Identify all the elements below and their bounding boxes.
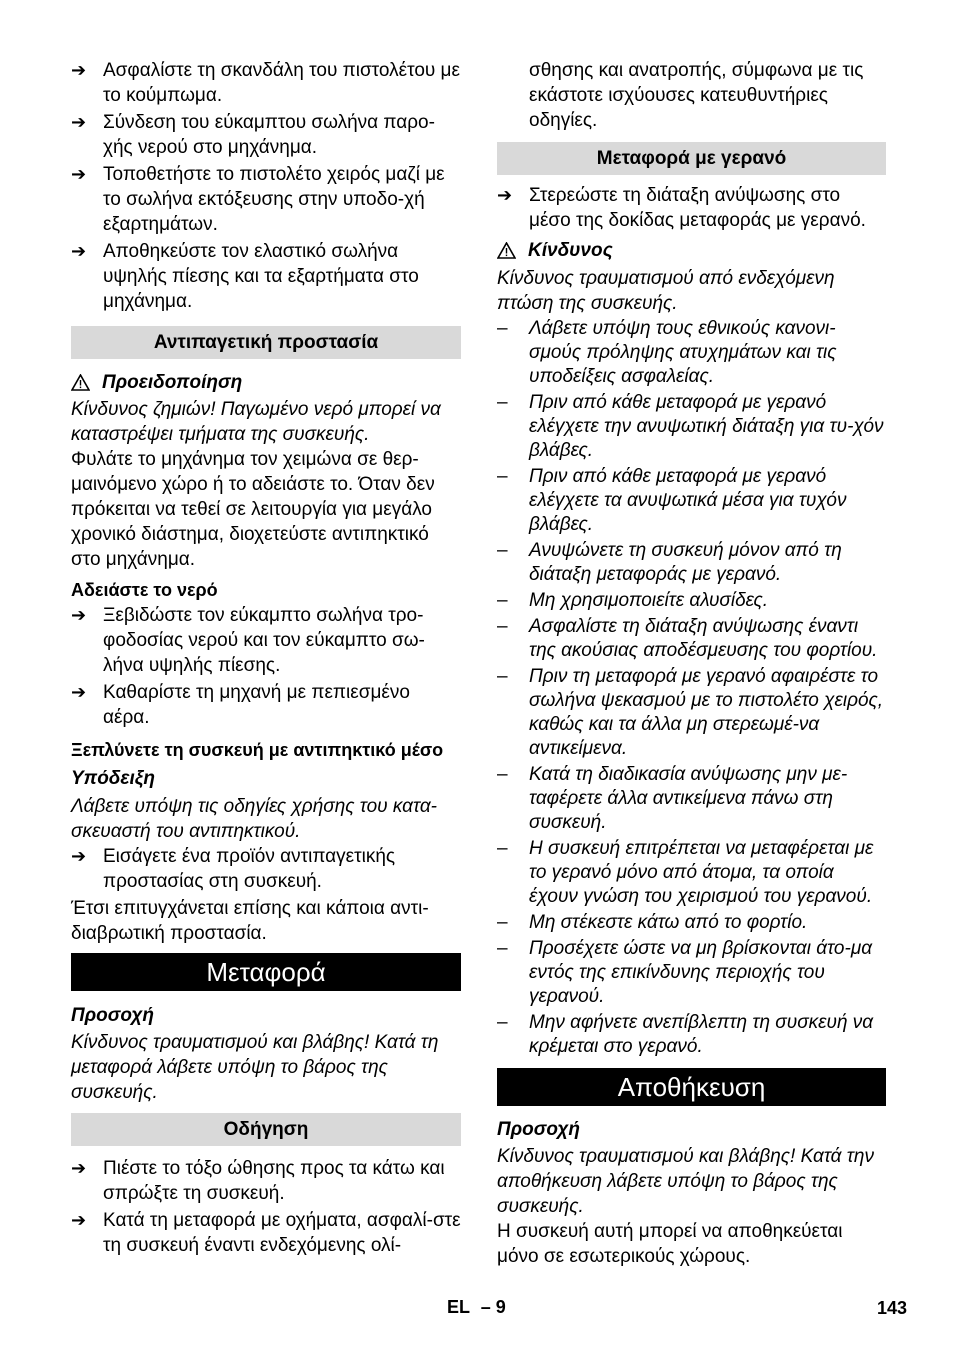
arrow-right-icon: ➔ bbox=[71, 112, 87, 132]
arrow-right-icon: ➔ bbox=[71, 846, 87, 866]
list-item: ➔ Στερεώστε τη διάταξη ανύψωσης στο μέσο της δοκίδας μεταφοράς με γερανό. bbox=[497, 185, 866, 231]
list-item: ➔ Σύνδεση του εύκαμπτου σωλήνα παρο-χής νερού στο μηχάνημα. bbox=[71, 112, 435, 158]
list-item: – Μη χρησιμοποιείτε αλυσίδες. bbox=[497, 590, 769, 611]
caution-text: Κίνδυνος τραυματισμού και βλάβης! Κατά την αποθήκευση λάβετε υπόψη το βάρος της συσκευής. bbox=[497, 1146, 874, 1217]
arrow-right-icon: ➔ bbox=[71, 1158, 87, 1178]
arrow-right-icon: ➔ bbox=[71, 605, 87, 625]
storage-body: Η συσκευή αυτή μπορεί να αποθηκεύεται μόνο σε εσωτερικούς χώρους. bbox=[497, 1221, 843, 1267]
list-item: – Κατά τη διαδικασία ανύψωσης μην με-ταφέρετε άλλα αντικείμενα πάνω στη συσκευή. bbox=[497, 764, 848, 833]
list-item: – Ανυψώνετε τη συσκευή μόνον από τη διάταξη μεταφοράς με γερανό. bbox=[497, 540, 842, 585]
list-item: – Πριν από κάθε μεταφορά με γερανό ελέγχετε τα ανυψωτικά μέσα για τυχόν βλάβες. bbox=[497, 466, 847, 535]
footer-lang: EL bbox=[447, 1297, 470, 1317]
right-column bbox=[497, 58, 886, 1269]
list-item: ➔ Ξεβιδώστε τον εύκαμπτο σωλήνα τρο-φοδοσίας νερού και τον εύκαμπτο σω-λήνα υψηλής πίεσης. bbox=[71, 605, 425, 676]
bullet-list-top bbox=[71, 58, 461, 314]
list-item: – Λάβετε υπόψη τους εθνικούς κανονι-σμούς πρόληψης ατυχημάτων και τις υποδείξεις ασφαλείας. bbox=[497, 318, 837, 387]
arrow-right-icon: ➔ bbox=[71, 164, 87, 184]
danger-text: Κίνδυνος τραυματισμού από ενδεχόμενη πτώση της συσκευής. bbox=[497, 268, 835, 314]
section-heading-antifreeze: Αντιπαγετική προστασία bbox=[71, 326, 461, 359]
section-heading-crane: Μεταφορά με γερανό bbox=[497, 142, 886, 175]
warning-label: Προειδοποίηση bbox=[71, 370, 461, 395]
list-item: ➔ Εισάγετε ένα προϊόν αντιπαγετικής προστασίας στη συσκευή. bbox=[71, 846, 396, 892]
crane-dash-list bbox=[497, 317, 886, 1059]
list-item: ➔ Κατά τη μεταφορά με οχήματα, ασφαλί-στε τη συσκευή έναντι ενδεχόμενης ολί- bbox=[71, 1210, 461, 1256]
list-item: – Προσέχετε ώστε να μη βρίσκονται άτο-μα εντός της επικίνδυνης περιοχής του γερανού. bbox=[497, 938, 873, 1007]
section-heading-transport: Μεταφορά bbox=[71, 953, 461, 991]
caution-text: Κίνδυνος τραυματισμού και βλάβης! Κατά τη μεταφορά λάβετε υπόψη το βάρος της συσκευής. bbox=[71, 1032, 439, 1103]
list-item: ➔ Πιέστε το τόξο ώθησης προς τα κάτω και σπρώξτε τη συσκευή. bbox=[71, 1158, 445, 1204]
subheading-flush: Ξεπλύνετε τη συσκευή με αντιπηκτικό μέσο bbox=[71, 740, 444, 760]
warning-triangle-icon bbox=[497, 242, 516, 259]
list-item: – Πριν τη μεταφορά με γερανό αφαιρέστε το σωλήνα ψεκασμού με το πιστολέτο χειρός, καθώς και τα άλλα μη στερεωμέ-να αντικείμενα. bbox=[497, 666, 884, 759]
footer-lang-section bbox=[447, 1297, 506, 1318]
arrow-right-icon: ➔ bbox=[71, 241, 87, 261]
list-item: ➔ Ασφαλίστε τη σκανδάλη του πιστολέτου με το κούμπωμα. bbox=[71, 60, 460, 106]
footer-section-page: – 9 bbox=[480, 1297, 506, 1317]
note-label: Υπόδειξη bbox=[71, 768, 155, 789]
arrow-right-icon: ➔ bbox=[71, 1210, 87, 1230]
arrow-right-icon: ➔ bbox=[71, 682, 87, 702]
subheading-empty-water: Αδειάστε το νερό bbox=[71, 580, 218, 600]
antifreeze-body: Φυλάτε το μηχάνημα τον χειμώνα σε θερ-μαινόμενο χώρο ή το αδειάστε το. Όταν δεν πρόκειται να τεθεί σε λειτουργία για μεγάλο χρονικό διάστημα, διοχετεύστε αντιπηκτικό στο μηχάνημα. bbox=[71, 449, 435, 570]
antifreeze-closing: Έτσι επιτυγχάνεται επίσης και κάποια αντι-διαβρωτική προστασία. bbox=[71, 898, 429, 944]
arrow-right-icon: ➔ bbox=[497, 185, 513, 205]
danger-label: Κίνδυνος bbox=[497, 238, 886, 263]
list-item: – Μη στέκεστε κάτω από το φορτίο. bbox=[497, 912, 808, 933]
section-heading-storage: Αποθήκευση bbox=[497, 1068, 886, 1106]
note-text: Λάβετε υπόψη τις οδηγίες χρήσης του κατα-σκευαστή του αντιπηκτικού. bbox=[71, 796, 438, 842]
warning-text: Κίνδυνος ζημιών! Παγωμένο νερό μπορεί να καταστρέψει τμήματα της συσκευής. bbox=[71, 399, 441, 445]
caution-label: Προσοχή bbox=[71, 1005, 155, 1026]
list-item: ➔ Καθαρίστε τη μηχανή με πεπιεσμένο αέρα. bbox=[71, 682, 410, 728]
caution-label: Προσοχή bbox=[497, 1119, 581, 1140]
left-column bbox=[71, 58, 461, 1258]
arrow-right-icon: ➔ bbox=[71, 60, 87, 80]
continuation-text: σθησης και ανατροπής, σύμφωνα με τις εκάστοτε ισχύουσες κατευθυντήριες οδηγίες. bbox=[529, 60, 864, 131]
section-heading-driving: Οδήγηση bbox=[71, 1113, 461, 1146]
list-item: – Μην αφήνετε ανεπίβλεπτη τη συσκευή να κρέμεται στο γερανό. bbox=[497, 1012, 874, 1057]
list-item: – Ασφαλίστε τη διάταξη ανύψωσης έναντι της ακούσιας αποδέσμευσης του φορτίου. bbox=[497, 616, 878, 661]
list-item: – Η συσκευή επιτρέπεται να μεταφέρεται με το γερανό μόνο από άτομα, τα οποία έχουν γνώση του χειρισμού του γερανού. bbox=[497, 838, 874, 907]
warning-triangle-icon bbox=[71, 374, 90, 391]
list-item: – Πριν από κάθε μεταφορά με γερανό ελέγχετε την ανυψωτική διάταξη για τυ-χόν βλάβες. bbox=[497, 392, 884, 461]
page-number: 143 bbox=[877, 1298, 908, 1318]
list-item: ➔ Αποθηκεύστε τον ελαστικό σωλήνα υψηλής πίεσης και τα εξαρτήματα στο μηχάνημα. bbox=[71, 241, 419, 312]
list-item: ➔ Τοποθετήστε το πιστολέτο χειρός μαζί με το σωλήνα εκτόξευσης στην υποδο-χή εξαρτημάτων. bbox=[71, 164, 445, 235]
